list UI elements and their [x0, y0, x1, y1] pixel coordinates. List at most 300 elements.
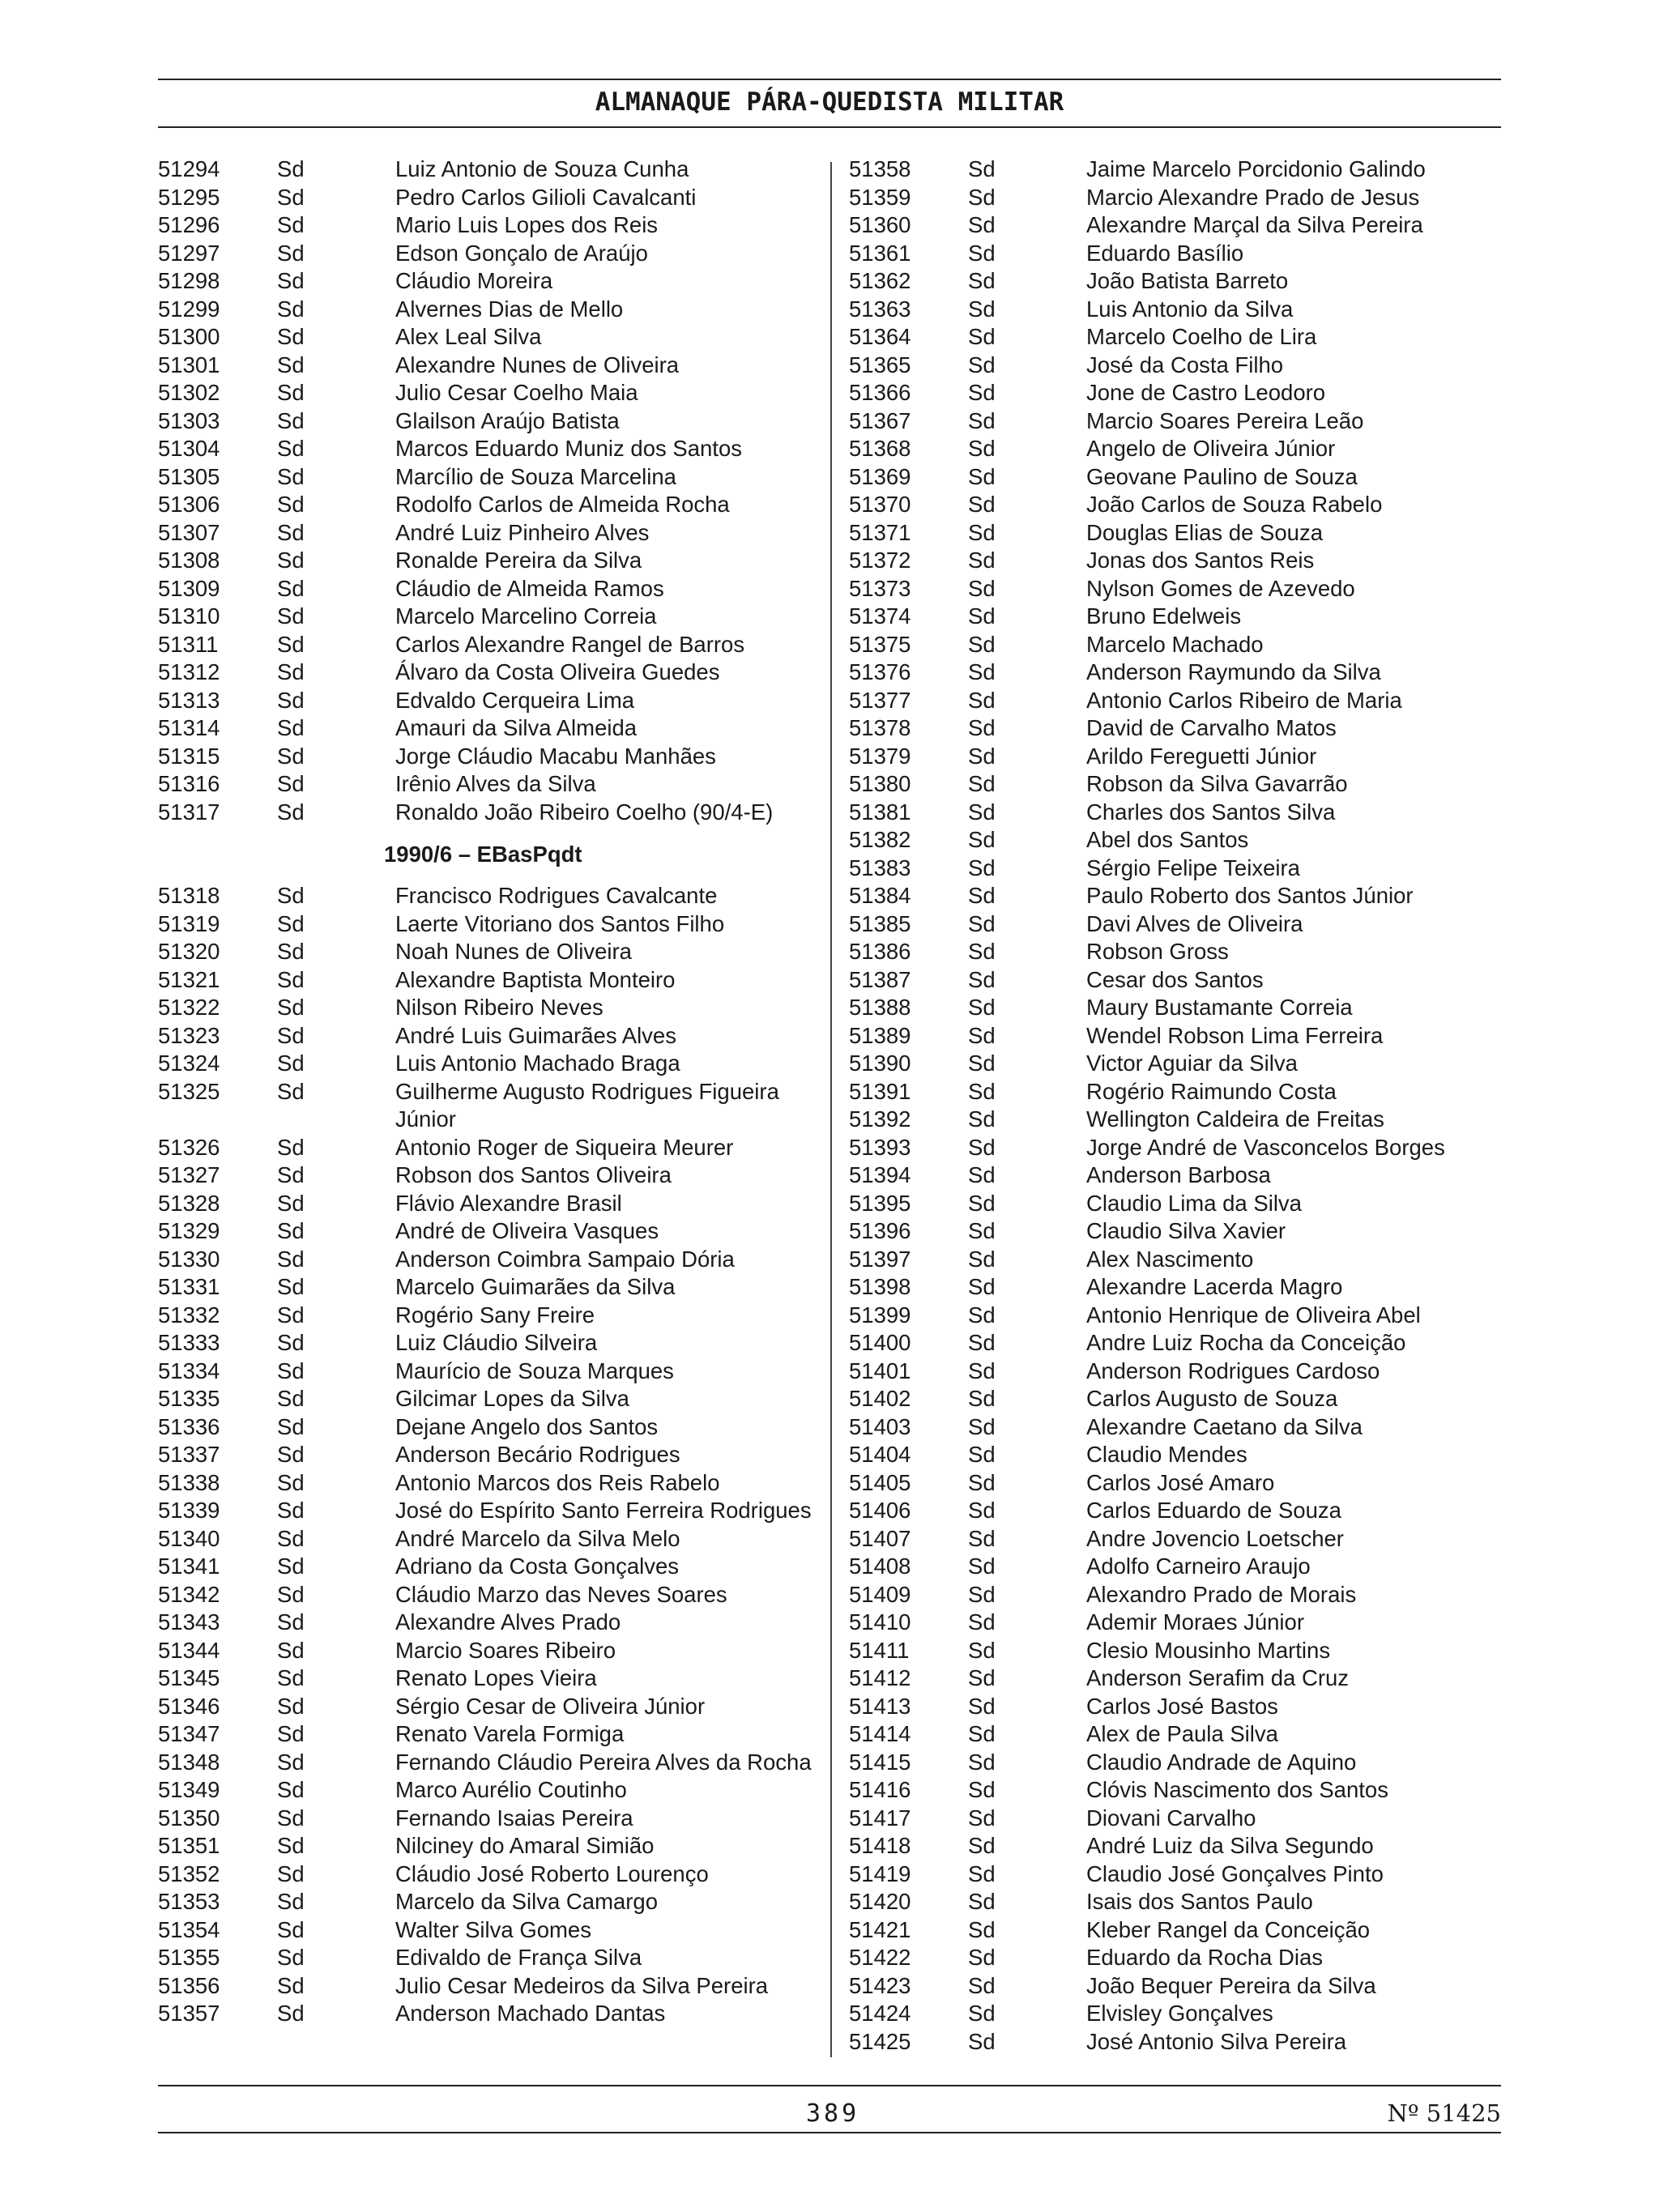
record-number: 51372 [849, 548, 911, 573]
member-name: Mario Luis Lopes dos Reis [395, 212, 659, 237]
member-name: Douglas Elias de Souza [1086, 519, 1323, 545]
list-item [158, 463, 830, 492]
rank: Sd [968, 1860, 996, 1886]
record-number: 51380 [849, 771, 911, 796]
list-item [849, 1693, 1521, 1721]
rank: Sd [968, 1442, 996, 1467]
column-divider [830, 162, 832, 2057]
record-number: 51381 [849, 799, 911, 825]
record-number: 51407 [849, 1525, 911, 1551]
record-number: 51306 [158, 492, 220, 517]
member-name: Cláudio José Roberto Lourenço [395, 1860, 709, 1886]
rank: Sd [277, 1022, 305, 1048]
rank: Sd [277, 1246, 305, 1272]
member-name: Luiz Cláudio Silveira [395, 1330, 598, 1355]
record-number: 51355 [158, 1945, 220, 1970]
list-item [158, 519, 830, 548]
list-item [849, 1581, 1521, 1609]
rank: Sd [277, 1721, 305, 1746]
member-name: Antonio Carlos Ribeiro de Maria [1086, 687, 1402, 713]
rank: Sd [277, 352, 305, 377]
list-item [158, 491, 830, 519]
record-number: 51421 [849, 1916, 911, 1942]
rank: Sd [277, 910, 305, 936]
record-number: 51388 [849, 995, 911, 1020]
rank: Sd [277, 771, 305, 796]
member-name: Alex Nascimento [1086, 1246, 1254, 1272]
rank: Sd [968, 603, 996, 629]
member-name: Diovani Carvalho [1086, 1805, 1256, 1831]
member-name: Walter Silva Gomes [395, 1916, 591, 1942]
record-number: 51423 [849, 1972, 911, 1998]
list-item [849, 547, 1521, 575]
member-name: Kleber Rangel da Conceição [1086, 1916, 1371, 1942]
rank: Sd [968, 1637, 996, 1663]
list-item [849, 352, 1521, 380]
list-item [158, 1805, 830, 1833]
list-item [158, 882, 830, 910]
record-number: 51298 [158, 268, 220, 293]
list-item [158, 687, 830, 715]
rank: Sd [968, 1246, 996, 1272]
list-item [849, 994, 1521, 1022]
list-item [849, 743, 1521, 771]
record-number: 51399 [849, 1302, 911, 1328]
rank: Sd [277, 1665, 305, 1690]
member-name: Isais dos Santos Paulo [1086, 1889, 1313, 1914]
list-item [849, 1441, 1521, 1469]
rank: Sd [968, 910, 996, 936]
member-name: Wellington Caldeira de Freitas [1086, 1106, 1384, 1132]
rank: Sd [277, 1554, 305, 1579]
member-name: Alvernes Dias de Mello [395, 296, 624, 322]
record-number: 51340 [158, 1525, 220, 1551]
list-item [849, 631, 1521, 659]
list-item [849, 938, 1521, 966]
record-number: 51398 [849, 1274, 911, 1299]
member-name: André Luiz Pinheiro Alves [395, 519, 650, 545]
member-name: Fernando Cláudio Pereira Alves da Rocha [395, 1749, 812, 1775]
record-number: 51386 [849, 939, 911, 964]
rank: Sd [277, 1777, 305, 1802]
record-number: 51334 [158, 1357, 220, 1383]
rank: Sd [968, 1525, 996, 1551]
rank: Sd [968, 687, 996, 713]
list-item [849, 211, 1521, 240]
member-name: Clóvis Nascimento dos Santos [1086, 1777, 1388, 1802]
list-item [849, 1357, 1521, 1386]
record-number: 51320 [158, 939, 220, 964]
list-item [158, 1581, 830, 1609]
rank: Sd [968, 743, 996, 769]
record-number: 51377 [849, 687, 911, 713]
list-item [158, 323, 830, 352]
rank: Sd [277, 407, 305, 433]
left-column-list [158, 156, 830, 2028]
rank: Sd [968, 212, 996, 237]
record-number: 51357 [158, 2001, 220, 2026]
record-number: 51382 [849, 827, 911, 852]
member-name: André Marcelo da Silva Melo [395, 1525, 680, 1551]
record-number: 51389 [849, 1022, 911, 1048]
record-number: 51300 [158, 324, 220, 349]
rank: Sd [277, 743, 305, 769]
record-number: 51308 [158, 548, 220, 573]
record-number: 51415 [849, 1749, 911, 1775]
record-number: 51410 [849, 1609, 911, 1634]
member-name: Rogério Sany Freire [395, 1302, 595, 1328]
rank: Sd [968, 1413, 996, 1439]
list-item [849, 714, 1521, 743]
rank: Sd [968, 548, 996, 573]
member-name: Nilciney do Amaral Simião [395, 1833, 655, 1858]
rank: Sd [968, 1945, 996, 1970]
list-item [158, 1134, 830, 1162]
rank: Sd [277, 1693, 305, 1719]
record-number: 51403 [849, 1413, 911, 1439]
rank: Sd [277, 1525, 305, 1551]
record-number: 51387 [849, 966, 911, 992]
rank: Sd [968, 1469, 996, 1495]
record-number: 51383 [849, 855, 911, 880]
record-number: 51378 [849, 715, 911, 740]
list-item [158, 1246, 830, 1274]
member-name: Claudio José Gonçalves Pinto [1086, 1860, 1384, 1886]
page-title: ALMANAQUE PÁRA-QUEDISTA MILITAR [595, 87, 1064, 117]
rank: Sd [968, 1777, 996, 1802]
member-name: Angelo de Oliveira Júnior [1086, 436, 1336, 461]
member-name: Antonio Roger de Siqueira Meurer [395, 1134, 734, 1160]
member-name: Robson Gross [1086, 939, 1229, 964]
member-name: Renato Varela Formiga [395, 1721, 625, 1746]
record-number: 51369 [849, 463, 911, 489]
list-item [849, 407, 1521, 436]
record-number: 51350 [158, 1805, 220, 1831]
record-number: 51404 [849, 1442, 911, 1467]
list-item [849, 658, 1521, 687]
list-item [849, 1888, 1521, 1916]
member-name: Julio Cesar Coelho Maia [395, 380, 638, 405]
member-name: Edivaldo de França Silva [395, 1945, 642, 1970]
member-name: André de Oliveira Vasques [395, 1218, 659, 1243]
record-number: 51409 [849, 1581, 911, 1607]
list-item [158, 714, 830, 743]
list-item [849, 1497, 1521, 1525]
list-item [158, 799, 830, 827]
list-item [849, 603, 1521, 631]
list-item [849, 1525, 1521, 1554]
list-item [849, 1637, 1521, 1665]
record-number: 51412 [849, 1665, 911, 1690]
list-item [849, 1860, 1521, 1889]
rank: Sd [277, 1302, 305, 1328]
record-number: 51370 [849, 492, 911, 517]
member-name: Marcelo Marcelino Correia [395, 603, 657, 629]
member-name: Glailson Araújo Batista [395, 407, 620, 433]
rank: Sd [277, 1498, 305, 1523]
member-name: Anderson Rodrigues Cardoso [1086, 1357, 1380, 1383]
record-number: 51329 [158, 1218, 220, 1243]
member-name: Jorge Cláudio Macabu Manhães [395, 743, 716, 769]
member-name: Jonas dos Santos Reis [1086, 548, 1315, 573]
list-item [158, 435, 830, 463]
record-number: 51299 [158, 296, 220, 322]
member-name: Anderson Becário Rodrigues [395, 1442, 680, 1467]
record-number: 51402 [849, 1386, 911, 1411]
list-item [158, 1609, 830, 1637]
record-number: 51322 [158, 995, 220, 1020]
record-number: 51392 [849, 1106, 911, 1132]
list-item [849, 184, 1521, 212]
rank: Sd [277, 1945, 305, 1970]
member-name: Alex Leal Silva [395, 324, 542, 349]
rank: Sd [968, 827, 996, 852]
list-item [849, 1776, 1521, 1805]
page-number: 389 [806, 2099, 860, 2128]
record-number: 51425 [849, 2028, 911, 2054]
list-item [158, 352, 830, 380]
list-item [849, 687, 1521, 715]
record-number: 51385 [849, 910, 911, 936]
record-number: 51391 [849, 1078, 911, 1104]
record-number: 51307 [158, 519, 220, 545]
list-item [158, 1944, 830, 1972]
member-name: Eduardo da Rocha Dias [1086, 1945, 1323, 1970]
rank: Sd [277, 687, 305, 713]
member-name: Carlos Alexandre Rangel de Barros [395, 631, 745, 657]
rank: Sd [968, 1498, 996, 1523]
list-item [849, 1469, 1521, 1498]
member-name: Charles dos Santos Silva [1086, 799, 1336, 825]
record-number: 51424 [849, 2001, 911, 2026]
list-item [158, 211, 830, 240]
member-name: Wendel Robson Lima Ferreira [1086, 1022, 1384, 1048]
list-item [158, 1469, 830, 1498]
rank: Sd [277, 966, 305, 992]
rank: Sd [968, 1749, 996, 1775]
rank: Sd [277, 1833, 305, 1858]
rank: Sd [277, 1386, 305, 1411]
rank: Sd [277, 240, 305, 266]
list-item [158, 1525, 830, 1554]
rank: Sd [277, 156, 305, 181]
list-item [158, 379, 830, 407]
list-item [158, 1022, 830, 1051]
rank: Sd [277, 1442, 305, 1467]
list-item [158, 910, 830, 939]
rank: Sd [968, 1302, 996, 1328]
record-number: 51365 [849, 352, 911, 377]
rank: Sd [968, 156, 996, 181]
rank: Sd [277, 883, 305, 908]
rank: Sd [277, 995, 305, 1020]
member-name: Adolfo Carneiro Araujo [1086, 1554, 1311, 1579]
list-item [158, 1693, 830, 1721]
member-name: Luis Antonio Machado Braga [395, 1051, 680, 1076]
rank: Sd [968, 1581, 996, 1607]
record-number: 51364 [849, 324, 911, 349]
rank: Sd [277, 631, 305, 657]
rank: Sd [968, 1357, 996, 1383]
record-number: 51330 [158, 1246, 220, 1272]
list-item [849, 1749, 1521, 1777]
member-name: David de Carvalho Matos [1086, 715, 1337, 740]
rank: Sd [968, 1805, 996, 1831]
list-item [849, 1805, 1521, 1833]
member-name: Cláudio Marzo das Neves Soares [395, 1581, 727, 1607]
member-name: Alex de Paula Silva [1086, 1721, 1278, 1746]
member-name: Carlos Augusto de Souza [1086, 1386, 1338, 1411]
rank: Sd [968, 1190, 996, 1216]
rank: Sd [968, 659, 996, 684]
rank: Sd [277, 939, 305, 964]
record-number: 51416 [849, 1777, 911, 1802]
list-item [158, 770, 830, 799]
member-name: João Bequer Pereira da Silva [1086, 1972, 1376, 1998]
section-heading-label: 1990/6 – EBasPqdt [384, 842, 582, 867]
record-number: 51373 [849, 575, 911, 601]
list-item [158, 240, 830, 268]
member-name: Marcio Soares Ribeiro [395, 1637, 616, 1663]
member-name: Carlos José Bastos [1086, 1693, 1278, 1719]
member-name: Elvisley Gonçalves [1086, 2001, 1273, 2026]
member-name: Marcelo da Silva Camargo [395, 1889, 659, 1914]
record-number: 51374 [849, 603, 911, 629]
list-item [849, 1161, 1521, 1190]
record-number: 51375 [849, 631, 911, 657]
member-name: Marco Aurélio Coutinho [395, 1777, 627, 1802]
member-name: Claudio Mendes [1086, 1442, 1247, 1467]
rank: Sd [968, 1022, 996, 1048]
rank: Sd [968, 1833, 996, 1858]
member-name: José do Espírito Santo Ferreira Rodrigues [395, 1498, 812, 1523]
member-name: Robson da Silva Gavarrão [1086, 771, 1348, 796]
list-item [158, 1553, 830, 1581]
rank: Sd [968, 939, 996, 964]
record-number: 51301 [158, 352, 220, 377]
rank: Sd [968, 268, 996, 293]
member-name: Alexandre Nunes de Oliveira [395, 352, 680, 377]
list-item [158, 1972, 830, 2001]
rank: Sd [968, 436, 996, 461]
record-number: 51326 [158, 1134, 220, 1160]
record-number: 51296 [158, 212, 220, 237]
rank: Sd [968, 1665, 996, 1690]
rank: Sd [277, 1162, 305, 1187]
record-number: 51422 [849, 1945, 911, 1970]
record-number: 51359 [849, 184, 911, 210]
record-number: 51333 [158, 1330, 220, 1355]
list-item [158, 184, 830, 212]
member-name: Renato Lopes Vieira [395, 1665, 597, 1690]
list-item [849, 240, 1521, 268]
member-name: Jaime Marcelo Porcidonio Galindo [1086, 156, 1426, 181]
member-name: Jorge André de Vasconcelos Borges [1086, 1134, 1445, 1160]
list-item [849, 1664, 1521, 1693]
record-number: 51325 [158, 1078, 220, 1104]
record-number: 51351 [158, 1833, 220, 1858]
list-item [849, 799, 1521, 827]
list-item [849, 2028, 1521, 2056]
record-number: 51318 [158, 883, 220, 908]
rank: Sd [277, 1889, 305, 1914]
member-name: Luis Antonio da Silva [1086, 296, 1294, 322]
record-number: 51328 [158, 1190, 220, 1216]
record-number: 51366 [849, 380, 911, 405]
rank: Sd [968, 995, 996, 1020]
list-item [158, 631, 830, 659]
rank: Sd [277, 1860, 305, 1886]
member-name: Álvaro da Costa Oliveira Guedes [395, 659, 720, 684]
member-name: Alexandre Baptista Monteiro [395, 966, 676, 992]
record-number: 51363 [849, 296, 911, 322]
rank: Sd [968, 407, 996, 433]
list-item [849, 2000, 1521, 2028]
record-number: 51418 [849, 1833, 911, 1858]
rank: Sd [968, 1051, 996, 1076]
list-item [849, 1134, 1521, 1162]
rank: Sd [277, 1972, 305, 1998]
record-number: 51314 [158, 715, 220, 740]
record-number: 51313 [158, 687, 220, 713]
list-item [849, 1050, 1521, 1078]
member-name: Carlos Eduardo de Souza [1086, 1498, 1341, 1523]
list-item [849, 1553, 1521, 1581]
record-number: 51344 [158, 1637, 220, 1663]
list-item [849, 575, 1521, 603]
record-number: 51303 [158, 407, 220, 433]
record-number: 51317 [158, 799, 220, 825]
record-number: 51394 [849, 1162, 911, 1187]
record-number: 51420 [849, 1889, 911, 1914]
record-number: 51393 [849, 1134, 911, 1160]
record-number: 51304 [158, 436, 220, 461]
record-number: 51324 [158, 1051, 220, 1076]
rank: Sd [968, 1274, 996, 1299]
rank: Sd [277, 184, 305, 210]
member-name: Edvaldo Cerqueira Lima [395, 687, 635, 713]
member-name: Cláudio Moreira [395, 268, 553, 293]
record-number: 51419 [849, 1860, 911, 1886]
record-number: 51411 [849, 1637, 910, 1663]
record-number: 51316 [158, 771, 220, 796]
list-item [158, 1078, 830, 1134]
member-name: Antonio Henrique de Oliveira Abel [1086, 1302, 1421, 1328]
rank: Sd [277, 1916, 305, 1942]
rank: Sd [968, 492, 996, 517]
record-number: 51395 [849, 1190, 911, 1216]
list-item [158, 2000, 830, 2028]
list-item [849, 1106, 1521, 1134]
member-name: Antonio Marcos dos Reis Rabelo [395, 1469, 720, 1495]
member-name: Anderson Machado Dantas [395, 2001, 666, 2026]
member-name: Adriano da Costa Gonçalves [395, 1554, 680, 1579]
member-name: José Antonio Silva Pereira [1086, 2028, 1347, 2054]
rank: Sd [968, 1554, 996, 1579]
list-item [849, 1944, 1521, 1972]
rank: Sd [968, 1218, 996, 1243]
record-number: 51319 [158, 910, 220, 936]
member-name: Anderson Barbosa [1086, 1162, 1271, 1187]
member-name: Guilherme Augusto Rodrigues Figueira Júnior [395, 1078, 779, 1132]
list-item [849, 1273, 1521, 1302]
record-number: 51414 [849, 1721, 911, 1746]
record-number: 51417 [849, 1805, 911, 1831]
member-name: Marcelo Coelho de Lira [1086, 324, 1317, 349]
rank: Sd [277, 715, 305, 740]
rank: Sd [968, 1106, 996, 1132]
record-number: 51356 [158, 1972, 220, 1998]
